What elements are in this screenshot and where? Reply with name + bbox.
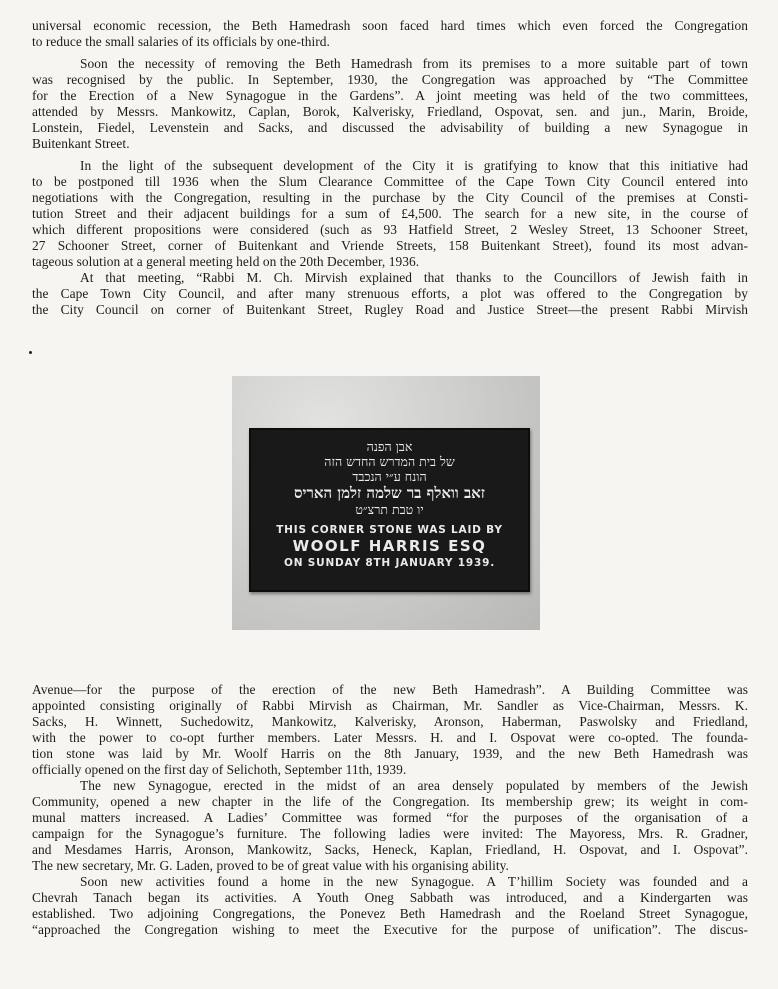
text-line: In the light of the subsequent development of the City it is gratifying to know that this initiative had xyxy=(80,158,748,173)
paragraph-building-committee xyxy=(32,682,748,778)
paragraph-new-synagogue xyxy=(32,778,748,874)
text-line: tution Street and their adjacent buildings for a sum of £4,500. The search for a new site, in the course of xyxy=(32,206,748,221)
text-line: tageous solution at a general meeting held on the 20th December, 1936. xyxy=(32,254,420,269)
text-line: for the Erection of a New Synagogue in the Gardens”. A joint meeting was held of the two committees, xyxy=(32,88,748,103)
text-line: was recognised by the public. In September, 1930, the Congregation was approached by “The Committee xyxy=(32,72,748,87)
text-line: with the power to co-opt further members. Later Messrs. H. and I. Ospovat were co-opted. The founda- xyxy=(32,730,748,745)
text-line: which different propositions were considered (such as 93 Hatfield Street, 2 Wesley Street, 13 Schooner Street, xyxy=(32,222,748,237)
text-line: Chevrah Tanach began its activities. A Youth Oneg Sabbath was introduced, and a Kindergarten was xyxy=(32,890,748,905)
paragraph-slum-clearance xyxy=(32,158,748,270)
text-line: Sacks, H. Winnett, Suchedowitz, Mankowitz, Kalverisky, Aronson, Haberman, Paswolsky and Friedland, xyxy=(32,714,748,729)
text-line: The new secretary, Mr. G. Laden, proved to be of great value with his organising ability. xyxy=(32,858,509,873)
text-line: the Cape Town City Council, and after many strenuous efforts, a plot was offered to the Congregation by xyxy=(32,286,748,301)
plaque-hebrew-line: של בית המדרש החדש הזה xyxy=(324,454,455,469)
text-line: Buitenkant Street. xyxy=(32,136,130,151)
text-line: 27 Schooner Street, corner of Buitenkant and Vriende Streets, 158 Buitenkant Street), found its most advan- xyxy=(32,238,748,253)
text-line: and Mesdames Harris, Aronson, Mankowitz, Sacks, Heneck, Kaplan, Friedland, H. Ospovat, and I. Ospovat”. xyxy=(32,842,748,857)
paragraph-removal-necessity xyxy=(32,56,748,152)
paragraph-general-meeting xyxy=(32,270,748,318)
plaque-english-date: ON SUNDAY 8TH JANUARY 1939. xyxy=(284,557,495,569)
text-line: the City Council on corner of Buitenkant Street, Rugley Road and Justice Street—the present Rabbi Mirvish xyxy=(32,302,748,317)
text-line: to reduce the small salaries of its officials by one-third. xyxy=(32,34,330,49)
text-line: The new Synagogue, erected in the midst of an area densely populated by members of the Jewish xyxy=(80,778,748,793)
paragraph-economic-recession xyxy=(32,18,748,50)
text-line: to be postponed till 1936 when the Slum Clearance Committee of the Cape Town City Council entered into xyxy=(32,174,748,189)
text-line: officially opened on the first day of Selichoth, September 11th, 1939. xyxy=(32,762,407,777)
text-line: Avenue—for the purpose of the erection of the new Beth Hamedrash”. A Building Committee was xyxy=(32,682,748,697)
text-line: munal matters increased. A Ladies’ Committee was formed “for the purposes of the organisation of a xyxy=(32,810,748,825)
margin-dot xyxy=(29,351,32,354)
text-line: appointed consisting originally of Rabbi Mirvish as Chairman, Mr. Sandler as Vice-Chairman, Messrs. K. xyxy=(32,698,748,713)
text-line: Lonstein, Fiedel, Levenstein and Sacks, and discussed the advisability of building a new Synagogue in xyxy=(32,120,748,135)
plaque-hebrew-line: אבן הפנה xyxy=(366,439,413,454)
plaque-hebrew-line: הונח ע״י הנכבד xyxy=(352,469,427,484)
plaque-hebrew-date: יו טבת תרצ״ט xyxy=(355,502,424,517)
text-line: campaign for the Synagogue’s furniture. The following ladies were invited: The Mayoress, Mrs. R. Gradner, xyxy=(32,826,748,841)
plaque-english-line: THIS CORNER STONE WAS LAID BY xyxy=(276,524,503,536)
text-line: established. Two adjoining Congregations, the Ponevez Beth Hamedrash and the Roeland Street Synagogue, xyxy=(32,906,748,921)
bottom-text-block xyxy=(32,682,748,938)
text-line: At that meeting, “Rabbi M. Ch. Mirvish explained that thanks to the Councillors of Jewish faith in xyxy=(80,270,748,285)
plaque-english-name: WOOLF HARRIS ESQ xyxy=(292,537,487,555)
text-line: attended by Messrs. Mankowitz, Caplan, Borok, Kalverisky, Friedland, Ospovat, sen. and jun., Marin, Broide, xyxy=(32,104,748,119)
text-line: “approached the Congregation wishing to meet the Executive for the purpose of unification”. The discus- xyxy=(32,922,748,937)
top-text-block xyxy=(32,18,748,318)
paragraph-new-activities xyxy=(32,874,748,938)
plaque-hebrew-name: זאב וואלף בר שלמה זלמן האריס xyxy=(293,484,485,502)
text-line: universal economic recession, the Beth Hamedrash soon faced hard times which even forced the Congregation xyxy=(32,18,748,33)
text-line: tion stone was laid by Mr. Woolf Harris on the 8th January, 1939, and the new Beth Hamedrash was xyxy=(32,746,748,761)
text-line: Community, opened a new chapter in the life of the Congregation. Its membership grew; its weight in com- xyxy=(32,794,748,809)
text-line: Soon new activities found a home in the new Synagogue. A T’hillim Society was founded and a xyxy=(80,874,748,889)
text-line: negotiations with the Congregation, resulting in the purchase by the City Council of the premises at Consti- xyxy=(32,190,748,205)
text-line: Soon the necessity of removing the Beth Hamedrash from its premises to a more suitable part of town xyxy=(80,56,748,71)
cornerstone-plaque xyxy=(249,428,530,592)
